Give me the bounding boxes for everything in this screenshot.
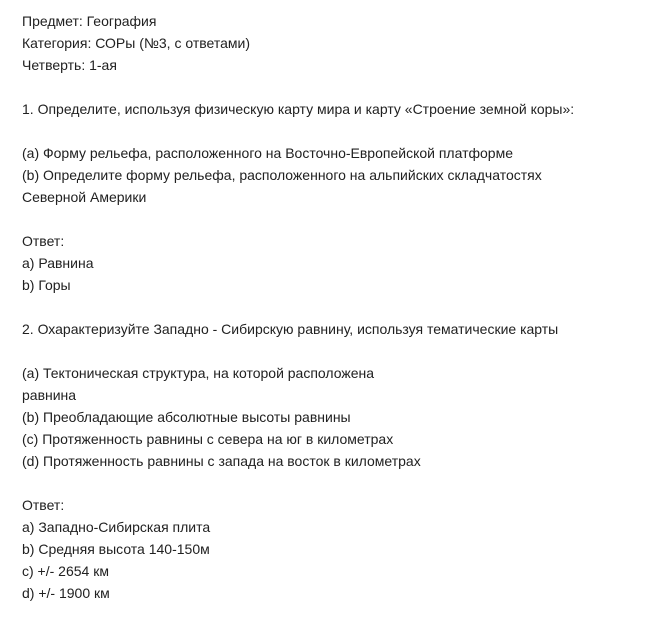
answer-2-a: a) Западно-Сибирская плита <box>22 519 211 535</box>
category-line: Категория: СОРы (№3, с ответами) <box>22 35 250 51</box>
question-2-part-a: (a) Тектоническая структура, на которой расположена <box>22 365 375 381</box>
question-2-part-d: (d) Протяженность равнины с запада на восток в километрах <box>22 453 421 469</box>
answer-2-d: d) +/- 1900 км <box>22 585 110 601</box>
question-1: 1. Определите, используя физическую карту мира и карту «Строение земной коры»: <box>22 101 575 117</box>
answer-2-c: c) +/- 2654 км <box>22 563 109 579</box>
question-1-part-b: (b) Определите форму рельефа, расположенного на альпийских складчатостях <box>22 167 542 183</box>
spacer <box>22 120 642 142</box>
question-2-part-c: (c) Протяженность равнины с севера на юг в километрах <box>22 431 394 447</box>
answer-1-label: Ответ: <box>22 233 65 249</box>
question-1-part-b-continued: Северной Америки <box>22 189 147 205</box>
subject-line: Предмет: География <box>22 13 157 29</box>
answer-1-b: b) Горы <box>22 277 71 293</box>
document-body <box>22 10 642 604</box>
quarter-line: Четверть: 1-ая <box>22 57 117 73</box>
spacer <box>22 296 642 318</box>
answer-2-b: b) Средняя высота 140-150м <box>22 541 210 557</box>
question-2: 2. Охарактеризуйте Западно - Сибирскую равнину, используя тематические карты <box>22 321 559 337</box>
answer-2-label: Ответ: <box>22 497 65 513</box>
spacer <box>22 472 642 494</box>
spacer <box>22 76 642 98</box>
question-1-part-a: (a) Форму рельефа, расположенного на Восточно-Европейской платформе <box>22 145 513 161</box>
question-2-part-b: (b) Преобладающие абсолютные высоты равнины <box>22 409 351 425</box>
answer-1-a: a) Равнина <box>22 255 94 271</box>
spacer <box>22 340 642 362</box>
question-2-part-a-continued: равнина <box>22 387 77 403</box>
spacer <box>22 208 642 230</box>
